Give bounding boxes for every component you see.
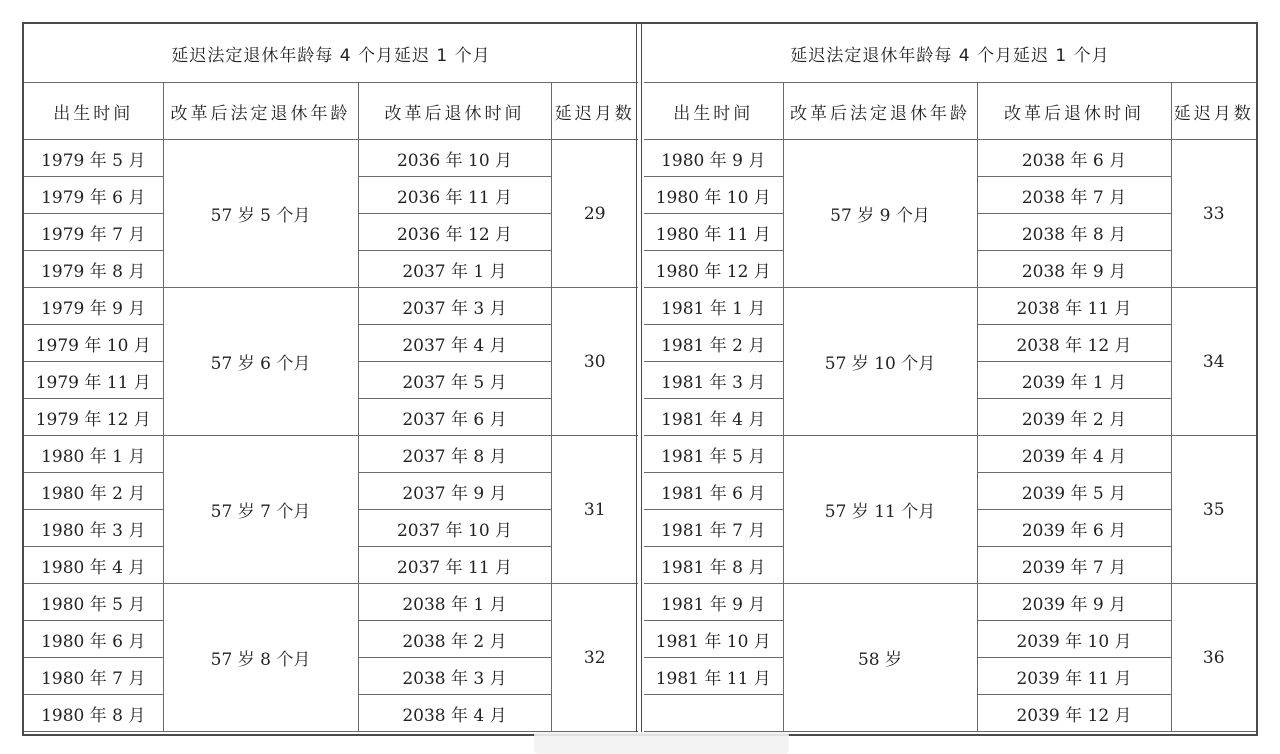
retirement-table-sheet xyxy=(22,22,1258,736)
retire-age-cell: 58 岁 xyxy=(783,584,977,732)
birth-time-cell: 1981 年 9 月 xyxy=(644,584,783,621)
header-retire-time: 改革后退休时间 xyxy=(977,83,1171,140)
left-table-panel xyxy=(24,24,638,734)
header-retire-age: 改革后法定退休年龄 xyxy=(783,83,977,140)
retire-time-cell: 2039 年 6 月 xyxy=(977,510,1171,547)
birth-time-cell: 1980 年 7 月 xyxy=(24,658,163,695)
retire-time-cell: 2038 年 8 月 xyxy=(977,214,1171,251)
birth-time-cell: 1981 年 1 月 xyxy=(644,288,783,325)
title-row xyxy=(24,24,638,83)
retire-time-cell: 2038 年 11 月 xyxy=(977,288,1171,325)
header-delay-months: 延迟月数 xyxy=(1171,83,1256,140)
birth-time-cell: 1981 年 7 月 xyxy=(644,510,783,547)
birth-time-cell: 1980 年 11 月 xyxy=(644,214,783,251)
header-row xyxy=(644,83,1256,140)
birth-time-cell: 1980 年 6 月 xyxy=(24,621,163,658)
birth-time-cell: 1980 年 9 月 xyxy=(644,140,783,177)
retire-time-cell: 2036 年 11 月 xyxy=(358,177,551,214)
delay-months-cell: 29 xyxy=(551,140,638,288)
retire-age-cell: 57 岁 6 个月 xyxy=(163,288,358,436)
retire-time-cell: 2039 年 10 月 xyxy=(977,621,1171,658)
birth-time-cell: 1981 年 10 月 xyxy=(644,621,783,658)
table-row xyxy=(644,584,1256,621)
birth-time-cell: 1979 年 11 月 xyxy=(24,362,163,399)
retire-age-cell: 57 岁 5 个月 xyxy=(163,140,358,288)
retire-time-cell: 2038 年 3 月 xyxy=(358,658,551,695)
birth-time-cell: 1980 年 4 月 xyxy=(24,547,163,584)
birth-time-cell: 1980 年 3 月 xyxy=(24,510,163,547)
birth-time-cell: 1980 年 2 月 xyxy=(24,473,163,510)
delay-months-cell: 35 xyxy=(1171,436,1256,584)
retire-time-cell: 2037 年 10 月 xyxy=(358,510,551,547)
table-row xyxy=(644,288,1256,325)
retire-time-cell: 2038 年 1 月 xyxy=(358,584,551,621)
birth-time-cell: 1979 年 7 月 xyxy=(24,214,163,251)
retire-time-cell: 2039 年 2 月 xyxy=(977,399,1171,436)
retire-time-cell: 2037 年 5 月 xyxy=(358,362,551,399)
retire-time-cell: 2038 年 4 月 xyxy=(358,695,551,732)
table-title: 延迟法定退休年龄每 4 个月延迟 1 个月 xyxy=(644,24,1256,83)
retire-time-cell: 2037 年 11 月 xyxy=(358,547,551,584)
birth-time-cell: 1981 年 2 月 xyxy=(644,325,783,362)
birth-time-cell: 1980 年 12 月 xyxy=(644,251,783,288)
retire-time-cell: 2038 年 2 月 xyxy=(358,621,551,658)
retire-time-cell: 2038 年 6 月 xyxy=(977,140,1171,177)
retire-time-cell: 2039 年 4 月 xyxy=(977,436,1171,473)
retire-time-cell: 2036 年 10 月 xyxy=(358,140,551,177)
table-row xyxy=(24,288,638,325)
header-birth-time: 出生时间 xyxy=(644,83,783,140)
table-row xyxy=(24,140,638,177)
retire-time-cell: 2039 年 5 月 xyxy=(977,473,1171,510)
birth-time-cell: 1981 年 11 月 xyxy=(644,658,783,695)
delay-months-cell: 32 xyxy=(551,584,638,732)
retirement-table-left xyxy=(24,24,638,732)
header-birth-time: 出生时间 xyxy=(24,83,163,140)
birth-time-cell: 1979 年 6 月 xyxy=(24,177,163,214)
birth-time-cell: 1979 年 5 月 xyxy=(24,140,163,177)
retire-age-cell: 57 岁 9 个月 xyxy=(783,140,977,288)
header-row xyxy=(24,83,638,140)
retire-time-cell: 2038 年 9 月 xyxy=(977,251,1171,288)
birth-time-cell: 1981 年 6 月 xyxy=(644,473,783,510)
retire-age-cell: 57 岁 10 个月 xyxy=(783,288,977,436)
birth-time-cell: 1979 年 8 月 xyxy=(24,251,163,288)
delay-months-cell: 33 xyxy=(1171,140,1256,288)
header-retire-time: 改革后退休时间 xyxy=(358,83,551,140)
birth-time-cell: 1979 年 12 月 xyxy=(24,399,163,436)
retire-time-cell: 2037 年 3 月 xyxy=(358,288,551,325)
delay-months-cell: 30 xyxy=(551,288,638,436)
birth-time-cell xyxy=(644,695,783,732)
birth-time-cell: 1981 年 4 月 xyxy=(644,399,783,436)
header-retire-age: 改革后法定退休年龄 xyxy=(163,83,358,140)
retire-time-cell: 2039 年 11 月 xyxy=(977,658,1171,695)
table-row xyxy=(24,436,638,473)
retire-age-cell: 57 岁 7 个月 xyxy=(163,436,358,584)
retire-time-cell: 2037 年 1 月 xyxy=(358,251,551,288)
retire-age-cell: 57 岁 8 个月 xyxy=(163,584,358,732)
delay-months-cell: 36 xyxy=(1171,584,1256,732)
birth-time-cell: 1980 年 1 月 xyxy=(24,436,163,473)
header-delay-months: 延迟月数 xyxy=(551,83,638,140)
birth-time-cell: 1980 年 10 月 xyxy=(644,177,783,214)
birth-time-cell: 1981 年 5 月 xyxy=(644,436,783,473)
retire-time-cell: 2039 年 1 月 xyxy=(977,362,1171,399)
retire-time-cell: 2036 年 12 月 xyxy=(358,214,551,251)
right-table-panel xyxy=(644,24,1256,734)
birth-time-cell: 1979 年 10 月 xyxy=(24,325,163,362)
birth-time-cell: 1980 年 5 月 xyxy=(24,584,163,621)
watermark-overlay xyxy=(534,732,789,754)
retire-time-cell: 2039 年 9 月 xyxy=(977,584,1171,621)
delay-months-cell: 31 xyxy=(551,436,638,584)
birth-time-cell: 1981 年 8 月 xyxy=(644,547,783,584)
retire-time-cell: 2037 年 6 月 xyxy=(358,399,551,436)
table-row xyxy=(24,584,638,621)
retire-time-cell: 2038 年 12 月 xyxy=(977,325,1171,362)
table-row xyxy=(644,140,1256,177)
retire-age-cell: 57 岁 11 个月 xyxy=(783,436,977,584)
retire-time-cell: 2037 年 8 月 xyxy=(358,436,551,473)
retire-time-cell: 2038 年 7 月 xyxy=(977,177,1171,214)
birth-time-cell: 1980 年 8 月 xyxy=(24,695,163,732)
birth-time-cell: 1981 年 3 月 xyxy=(644,362,783,399)
delay-months-cell: 34 xyxy=(1171,288,1256,436)
retire-time-cell: 2039 年 7 月 xyxy=(977,547,1171,584)
retire-time-cell: 2037 年 4 月 xyxy=(358,325,551,362)
table-title: 延迟法定退休年龄每 4 个月延迟 1 个月 xyxy=(24,24,638,83)
table-row xyxy=(644,436,1256,473)
birth-time-cell: 1979 年 9 月 xyxy=(24,288,163,325)
retire-time-cell: 2037 年 9 月 xyxy=(358,473,551,510)
table-divider xyxy=(636,24,642,734)
title-row xyxy=(644,24,1256,83)
retire-time-cell: 2039 年 12 月 xyxy=(977,695,1171,732)
retirement-table-right xyxy=(644,24,1256,732)
